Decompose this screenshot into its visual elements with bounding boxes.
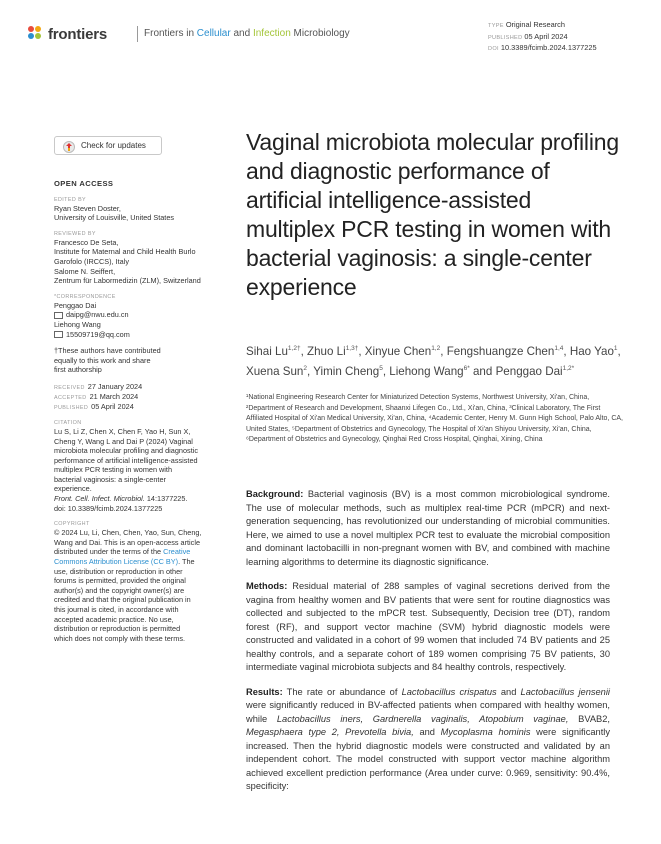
author-name[interactable]: Yimin Cheng: [313, 364, 380, 378]
author-affil: 1: [613, 345, 618, 352]
copyright-line: credited and that the original publication in: [54, 595, 191, 605]
taxon-name: Lactobacillus jensenii: [520, 686, 610, 697]
frontiers-logo-icon: [28, 26, 44, 42]
envelope-icon: [54, 312, 63, 319]
section-label: Background:: [246, 489, 304, 499]
article-meta: [488, 20, 597, 55]
edited-by-section: [54, 196, 222, 223]
check-updates-button[interactable]: [54, 136, 162, 155]
author-affil: 1,3†: [345, 345, 359, 352]
paragraph-text: and: [413, 727, 441, 737]
citation-line: microbiota molecular profiling and diagnostic: [54, 446, 198, 456]
meta-key: PUBLISHED: [488, 34, 523, 41]
journal-name-part: Infection: [252, 28, 291, 39]
license-link[interactable]: Creative: [163, 547, 191, 557]
email-link[interactable]: [54, 330, 222, 340]
author-list: Sihai $Lu^{1,2\dagger}$, Zhuo $Li^{1,3\dagger}$, Xinyue Chen$^{1,2}$, Fengshuangze Chen$^{1,4}$, Hao Yao$^1$, Xuena Sun$^2$, Yimin Cheng$^5$, Liehong Wang$^{6*}$ and Penggao Dai$^{1,2*}$: [246, 344, 621, 378]
reviewer-line: Salome N. Seiffert,: [54, 266, 116, 276]
journal-name-part: and: [230, 28, 253, 39]
copyright-line: use, distribution or reproduction in other: [54, 566, 183, 576]
citation-line: multiplex PCR testing in women with: [54, 465, 173, 475]
author-name[interactable]: Hao Yao: [569, 344, 614, 358]
reviewer-line: Zentrum für Labormedizin (ZLM), Switzerland: [54, 276, 201, 286]
citation-line: Cheng Y, Wang L and Dai P (2024) Vaginal: [54, 436, 193, 446]
header-divider: [137, 26, 138, 42]
meta-key: DOI: [488, 46, 499, 52]
author-affil: 1,4: [554, 345, 564, 352]
copyright-line: distribution or reproduction is permitted: [54, 624, 181, 634]
author-name[interactable]: Sihai Lu: [246, 344, 288, 358]
copyright-section: [54, 520, 222, 643]
email-text: daipg@nwu.edu.cn: [66, 310, 129, 320]
article-title: Vaginal microbiota molecular profiling and diagnostic performance of artificial intelligence-assisted multiplex PCR testing in women with bacterial vaginosis: a single-center experience: [246, 129, 619, 300]
copyright-line: forums is permitted, provided the original: [54, 576, 186, 586]
reviewer-line: Garofolo (IRCCS), Italy: [54, 256, 130, 266]
citation-line: bacterial vaginosis: a single-center: [54, 474, 166, 484]
note-line: †These authors have contributed: [54, 346, 161, 356]
contribution-note: [54, 346, 222, 375]
section-key: RECEIVED: [54, 384, 85, 391]
editor-line: University of Louisville, United States: [54, 213, 175, 223]
section-key: REVIEWED BY: [54, 230, 96, 237]
section-key: *CORRESPONDENCE: [54, 293, 116, 300]
accepted-date: 21 March 2024: [89, 391, 139, 401]
citation-doi[interactable]: doi: 10.3389/fcimb.2024.1377225: [54, 503, 163, 513]
taxon-name: Lactobacillus iners, Gardnerella vaginalis, Atopobium vaginae,: [276, 713, 569, 724]
author-name[interactable]: Xuena Sun: [246, 364, 304, 378]
copyright-line: Wang and Dai. This is an open-access article: [54, 537, 201, 547]
citation-volume: 14:1377225.: [144, 494, 188, 504]
copyright-line: distributed under the terms of the: [54, 547, 164, 557]
note-line: equally to this work and share: [54, 355, 151, 365]
author-name[interactable]: Fengshuangze Chen: [446, 344, 555, 358]
paragraph-text: Bacterial vaginosis (BV) is a most common microbiological syndrome. The use of molecular methods, such as multiplex real-time PCR (mPCR) and next-generation sequencing, has revolutionized our understanding of microbial communities. Here, we aimed to use a novel multiplex PCR test to evaluate the microbial composition and dominant lactobacilli in non-pregnant women with BV, and combined with machine learning algorithms to determine its diagnostic significance.: [246, 489, 610, 567]
crossmark-icon: [63, 140, 75, 152]
copyright-line: . The: [178, 557, 195, 567]
paragraph-text: BVAB2,: [568, 713, 610, 724]
taxon-name: Lactobacillus crispatus: [401, 686, 497, 697]
author-affil: 1,2*: [562, 364, 575, 372]
reviewer-line: Institute for Maternal and Child Health Burlo: [54, 247, 196, 257]
journal-name-part: Microbiology: [290, 28, 350, 39]
abstract-results: [246, 686, 610, 794]
abstract-methods: [246, 580, 610, 675]
author-name[interactable]: Zhuo Li: [307, 344, 346, 358]
meta-key: TYPE: [488, 23, 504, 29]
paragraph-text: Residual material of 288 samples of vaginal secretions derived from the vagina from healthy women and BV patients that were sent for routine diagnostics was collected and subjected to the mPCR test. Subsequently, Decision tree (DT), random forest (RF), and support vector machine (SVM) hybrid diagnostic models were constructed and validated in a cohort of 99 women that included 74 BV patients and 25 healthy controls, and a separate cohort of 189 women comprising 75 BV patients, 30 intermediate vaginal microbiota subjects and 84 healthy controls, respectively.: [246, 581, 610, 672]
correspondence-section: [54, 293, 222, 339]
author-name[interactable]: Penggao Dai: [495, 364, 563, 378]
copyright-line: author(s) and the copyright owner(s) are: [54, 585, 185, 595]
paragraph-text: and: [496, 686, 521, 697]
section-key: ACCEPTED: [54, 394, 87, 401]
email-link[interactable]: [54, 310, 222, 320]
citation-line: Lu S, Li Z, Chen X, Chen F, Yao H, Sun X,: [54, 426, 191, 436]
section-key: CITATION: [54, 419, 82, 426]
section-key: PUBLISHED: [54, 404, 89, 411]
abstract: [246, 488, 610, 805]
section-key: EDITED BY: [54, 196, 87, 203]
paragraph-text: were significantly increased. Then the hybrid diagnostic models were constructed and validated by an independent cohort. The model constructed with support vector machine algorithm achieved excellent prediction performance (Area under curve: 0.969, sensitivity: 90.4%, specificity:: [246, 727, 610, 791]
article-type: Original Research: [505, 20, 565, 29]
published-date: 05 April 2024: [91, 401, 134, 411]
logo-text: frontiers: [48, 25, 108, 43]
published-date: 05 April 2024: [524, 31, 568, 41]
correspondence-name: Liehong Wang: [54, 319, 101, 329]
citation-line: experience.: [54, 484, 92, 494]
section-key: COPYRIGHT: [54, 521, 90, 528]
affiliations: ¹National Engineering Research Center for Miniaturized Detection Systems, Northwest University, Xi'an, China, ²Department of Research and Development, Shaanxi Lifegen Co., Ltd., Xi'an, China, ³Clinical Laboratory, The First Affiliated Hospital of Xi'an Medical University, Xi'an, China, ⁴Academic Center, Henry M. Gunn High School, Palo Alto, CA, United States, ⁵Department of Obstetrics and Gynecology, The Hospital of Xi'an Shiyou University, Xi'an, China, ⁶Department of Obstetrics and Gynecology, Qinghai Red Cross Hospital, Qinghai, Xining, China: [246, 394, 623, 443]
author-affil: 5: [379, 364, 383, 372]
copyright-line: this journal is cited, in accordance with: [54, 605, 179, 614]
correspondence-name: Penggao Dai: [54, 300, 97, 310]
frontiers-logo[interactable]: [28, 25, 107, 43]
journal-name[interactable]: [144, 28, 350, 39]
envelope-icon: [54, 331, 63, 338]
author-name[interactable]: Liehong Wang: [389, 364, 464, 378]
doi[interactable]: 10.3389/fcimb.2024.1377225: [500, 43, 597, 52]
abstract-background: [246, 488, 610, 569]
check-updates-label: Check for updates: [81, 141, 146, 150]
author-affil: 1,2†: [287, 345, 301, 352]
reviewer-line: Francesco De Seta,: [54, 237, 119, 247]
author-affil: 6*: [463, 364, 470, 372]
copyright-line: which does not comply with these terms.: [54, 633, 185, 643]
received-date: 27 January 2024: [87, 381, 143, 391]
citation-journal: Front. Cell. Infect. Microbiol.: [54, 494, 145, 504]
journal-name-part: Frontiers in: [144, 28, 197, 39]
editor-line: Ryan Steven Doster,: [54, 203, 121, 213]
sidebar: [54, 179, 222, 650]
reviewed-by-section: [54, 230, 222, 286]
author-affil: 2: [303, 364, 307, 372]
license-link[interactable]: Commons Attribution License (CC BY): [54, 557, 179, 567]
paragraph-text: The rate or abundance of: [282, 686, 402, 697]
copyright-line: © 2024 Lu, Li, Chen, Chen, Yao, Sun, Cheng,: [54, 528, 202, 538]
section-label: Results:: [246, 686, 283, 697]
citation-section: [54, 419, 222, 513]
author-affil: 1,2: [431, 345, 441, 352]
taxon-name: Mycoplasma hominis: [440, 727, 531, 737]
author-name[interactable]: Xinyue Chen: [364, 344, 432, 358]
email-text: 15509719@qq.com: [66, 329, 130, 339]
note-line: first authorship: [54, 365, 102, 375]
open-access-label: OPEN ACCESS: [54, 179, 114, 188]
citation-line: performance of artificial intelligence-assisted: [54, 455, 198, 465]
paragraph-text: were significantly reduced in BV-affected patients when compared with healthy women, while: [246, 700, 610, 724]
taxon-name: Megasphaera type 2, Prevotella bivia,: [246, 727, 414, 737]
dates-section: [54, 382, 222, 412]
section-label: Methods:: [246, 581, 288, 591]
copyright-line: accepted academic practice. No use,: [54, 614, 174, 624]
journal-name-part: Cellular: [196, 28, 231, 39]
